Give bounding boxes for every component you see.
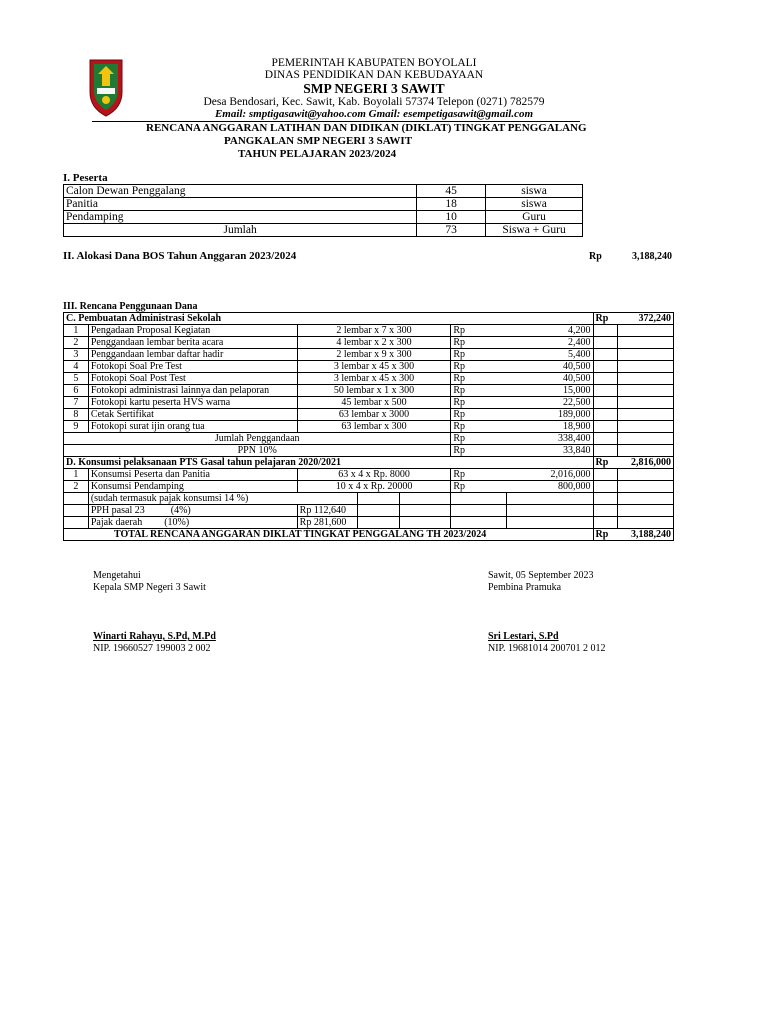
item-desc: Fotokopi kartu peserta HVS warna bbox=[88, 397, 297, 409]
peserta-unit: siswa bbox=[486, 185, 583, 198]
item-qty: 4 lembar x 2 x 300 bbox=[297, 337, 451, 349]
item-amount: 800,000 bbox=[507, 481, 593, 493]
sig-right-line2: Pembina Pramuka bbox=[488, 582, 562, 593]
item-amount: 15,000 bbox=[507, 385, 593, 397]
header-line1: PEMERINTAH KABUPATEN BOYOLALI bbox=[271, 57, 477, 69]
item-amount: 40,500 bbox=[507, 373, 593, 385]
table-row bbox=[64, 397, 674, 409]
section-d-title: D. Konsumsi pelaksanaan PTS Gasal tahun pelajaran 2020/2021 bbox=[64, 457, 594, 469]
rencana-heading: III. Rencana Penggunaan Dana bbox=[63, 301, 198, 312]
pajak-note: (sudah termasuk pajak konsumsi 14 %) bbox=[88, 493, 357, 505]
jumlah-label: Jumlah Penggandaan bbox=[64, 433, 451, 445]
item-desc: Fotokopi Soal Post Test bbox=[88, 373, 297, 385]
item-qty: 50 lembar x 1 x 300 bbox=[297, 385, 451, 397]
table-row bbox=[64, 349, 674, 361]
item-desc: Cetak Sertifikat bbox=[88, 409, 297, 421]
table-row bbox=[64, 198, 583, 211]
item-amount: 4,200 bbox=[507, 325, 593, 337]
ppn-cur: Rp bbox=[451, 445, 507, 457]
item-cur: Rp bbox=[451, 481, 507, 493]
peserta-unit: siswa bbox=[486, 198, 583, 211]
peserta-name: Pendamping bbox=[64, 211, 417, 224]
item-cur: Rp bbox=[451, 397, 507, 409]
item-no: 1 bbox=[64, 469, 89, 481]
item-amount: 2,400 bbox=[507, 337, 593, 349]
sig-right-line1: Sawit, 05 September 2023 bbox=[488, 570, 594, 581]
school-email: Email: smptigasawit@yahoo.com Gmail: esempetigasawit@gmail.com bbox=[214, 108, 534, 120]
item-desc: Fotokopi Soal Pre Test bbox=[88, 361, 297, 373]
peserta-table bbox=[63, 184, 583, 237]
table-row bbox=[64, 337, 674, 349]
peserta-heading: I. Peserta bbox=[63, 172, 108, 184]
item-cur: Rp bbox=[451, 373, 507, 385]
item-cur: Rp bbox=[451, 421, 507, 433]
item-qty: 2 lembar x 7 x 300 bbox=[297, 325, 451, 337]
peserta-total-label: Jumlah bbox=[64, 224, 417, 237]
header-line2: DINAS PENDIDIKAN DAN KEBUDAYAAN bbox=[264, 69, 484, 81]
regency-logo bbox=[88, 56, 124, 118]
sig-left-line2: Kepala SMP Negeri 3 Sawit bbox=[93, 582, 206, 593]
item-qty: 63 lembar x 3000 bbox=[297, 409, 451, 421]
doc-title-1: RENCANA ANGGARAN LATIHAN DAN DIDIKAN (DIKLAT) TINGKAT PENGGALANG bbox=[146, 122, 587, 134]
item-cur: Rp bbox=[451, 337, 507, 349]
peserta-count: 18 bbox=[417, 198, 486, 211]
pajak-daerah-value: Rp 281,600 bbox=[297, 517, 357, 529]
table-row bbox=[64, 409, 674, 421]
pajak-note-row bbox=[64, 493, 674, 505]
item-qty: 3 lembar x 45 x 300 bbox=[297, 373, 451, 385]
total-amount: 3,188,240 bbox=[617, 529, 673, 541]
table-row bbox=[64, 224, 583, 237]
peserta-unit: Guru bbox=[486, 211, 583, 224]
ppn-amount: 33,840 bbox=[507, 445, 593, 457]
item-amount: 2,016,000 bbox=[507, 469, 593, 481]
alokasi-currency: Rp bbox=[589, 251, 602, 262]
table-row bbox=[64, 185, 583, 198]
jumlah-amount: 338,400 bbox=[507, 433, 593, 445]
doc-title-3: TAHUN PELAJARAN 2023/2024 bbox=[238, 148, 397, 160]
item-cur: Rp bbox=[451, 409, 507, 421]
section-c-total: 372,240 bbox=[617, 313, 673, 325]
total-row bbox=[64, 529, 674, 541]
item-desc: Penggandaan lembar daftar hadir bbox=[88, 349, 297, 361]
total-label: TOTAL RENCANA ANGGARAN DIKLAT TINGKAT PENGGALANG TH 2023/2024 bbox=[64, 529, 594, 541]
item-cur: Rp bbox=[451, 325, 507, 337]
table-row bbox=[64, 325, 674, 337]
item-qty: 2 lembar x 9 x 300 bbox=[297, 349, 451, 361]
pph-row bbox=[64, 505, 674, 517]
section-c-currency: Rp bbox=[593, 313, 617, 325]
item-qty: 3 lembar x 45 x 300 bbox=[297, 361, 451, 373]
pajak-daerah-row bbox=[64, 517, 674, 529]
item-desc: Konsumsi Peserta dan Panitia bbox=[88, 469, 297, 481]
peserta-count: 10 bbox=[417, 211, 486, 224]
item-no: 4 bbox=[64, 361, 89, 373]
sig-right-nip: NIP. 19681014 200701 2 012 bbox=[488, 643, 606, 654]
ppn-label: PPN 10% bbox=[64, 445, 451, 457]
item-desc: Pengadaan Proposal Kegiatan bbox=[88, 325, 297, 337]
sig-left-name: Winarti Rahayu, S.Pd, M.Pd bbox=[93, 631, 216, 642]
pph-value: Rp 112,640 bbox=[297, 505, 357, 517]
item-qty: 63 x 4 x Rp. 8000 bbox=[297, 469, 451, 481]
item-desc: Konsumsi Pendamping bbox=[88, 481, 297, 493]
sig-left-nip: NIP. 19660527 199003 2 002 bbox=[93, 643, 211, 654]
pph-label: PPH pasal 23 (4%) bbox=[88, 505, 297, 517]
item-amount: 5,400 bbox=[507, 349, 593, 361]
table-row bbox=[64, 421, 674, 433]
item-desc: Penggandaan lembar berita acara bbox=[88, 337, 297, 349]
item-no: 8 bbox=[64, 409, 89, 421]
item-no: 1 bbox=[64, 325, 89, 337]
item-desc: Fotokopi surat ijin orang tua bbox=[88, 421, 297, 433]
item-amount: 189,000 bbox=[507, 409, 593, 421]
peserta-name: Calon Dewan Penggalang bbox=[64, 185, 417, 198]
rencana-table bbox=[63, 312, 674, 541]
item-no: 6 bbox=[64, 385, 89, 397]
item-amount: 18,900 bbox=[507, 421, 593, 433]
item-no: 2 bbox=[64, 481, 89, 493]
item-qty: 63 lembar x 300 bbox=[297, 421, 451, 433]
school-name: SMP NEGERI 3 SAWIT bbox=[303, 81, 445, 96]
table-row bbox=[64, 385, 674, 397]
item-desc: Fotokopi administrasi lainnya dan pelaporan bbox=[88, 385, 297, 397]
section-d-total: 2,816,000 bbox=[617, 457, 673, 469]
section-d-currency: Rp bbox=[593, 457, 617, 469]
item-amount: 22,500 bbox=[507, 397, 593, 409]
table-row bbox=[64, 373, 674, 385]
item-no: 9 bbox=[64, 421, 89, 433]
jumlah-cur: Rp bbox=[451, 433, 507, 445]
jumlah-row bbox=[64, 433, 674, 445]
pajak-daerah-label: Pajak daerah (10%) bbox=[88, 517, 297, 529]
item-cur: Rp bbox=[451, 349, 507, 361]
item-cur: Rp bbox=[451, 469, 507, 481]
item-no: 3 bbox=[64, 349, 89, 361]
alokasi-amount: 3,188,240 bbox=[632, 251, 672, 262]
alokasi-heading: II. Alokasi Dana BOS Tahun Anggaran 2023/2024 bbox=[63, 250, 297, 262]
school-address: Desa Bendosari, Kec. Sawit, Kab. Boyolali 57374 Telepon (0271) 782579 bbox=[203, 96, 545, 108]
peserta-name: Panitia bbox=[64, 198, 417, 211]
item-no: 2 bbox=[64, 337, 89, 349]
section-c-row bbox=[64, 313, 674, 325]
table-row bbox=[64, 211, 583, 224]
table-row bbox=[64, 469, 674, 481]
total-currency: Rp bbox=[593, 529, 617, 541]
item-no: 5 bbox=[64, 373, 89, 385]
item-qty: 10 x 4 x Rp. 20000 bbox=[297, 481, 451, 493]
item-amount: 40,500 bbox=[507, 361, 593, 373]
item-cur: Rp bbox=[451, 385, 507, 397]
peserta-total-count: 73 bbox=[417, 224, 486, 237]
item-cur: Rp bbox=[451, 361, 507, 373]
sig-left-line1: Mengetahui bbox=[93, 570, 141, 581]
table-row bbox=[64, 361, 674, 373]
peserta-total-unit: Siswa + Guru bbox=[486, 224, 583, 237]
item-qty: 45 lembar x 500 bbox=[297, 397, 451, 409]
sig-right-name: Sri Lestari, S.Pd bbox=[488, 631, 559, 642]
ppn-row bbox=[64, 445, 674, 457]
item-no: 7 bbox=[64, 397, 89, 409]
section-c-title: C. Pembuatan Administrasi Sekolah bbox=[64, 313, 594, 325]
peserta-count: 45 bbox=[417, 185, 486, 198]
section-d-row bbox=[64, 457, 674, 469]
table-row bbox=[64, 481, 674, 493]
doc-title-2: PANGKALAN SMP NEGERI 3 SAWIT bbox=[224, 135, 413, 147]
